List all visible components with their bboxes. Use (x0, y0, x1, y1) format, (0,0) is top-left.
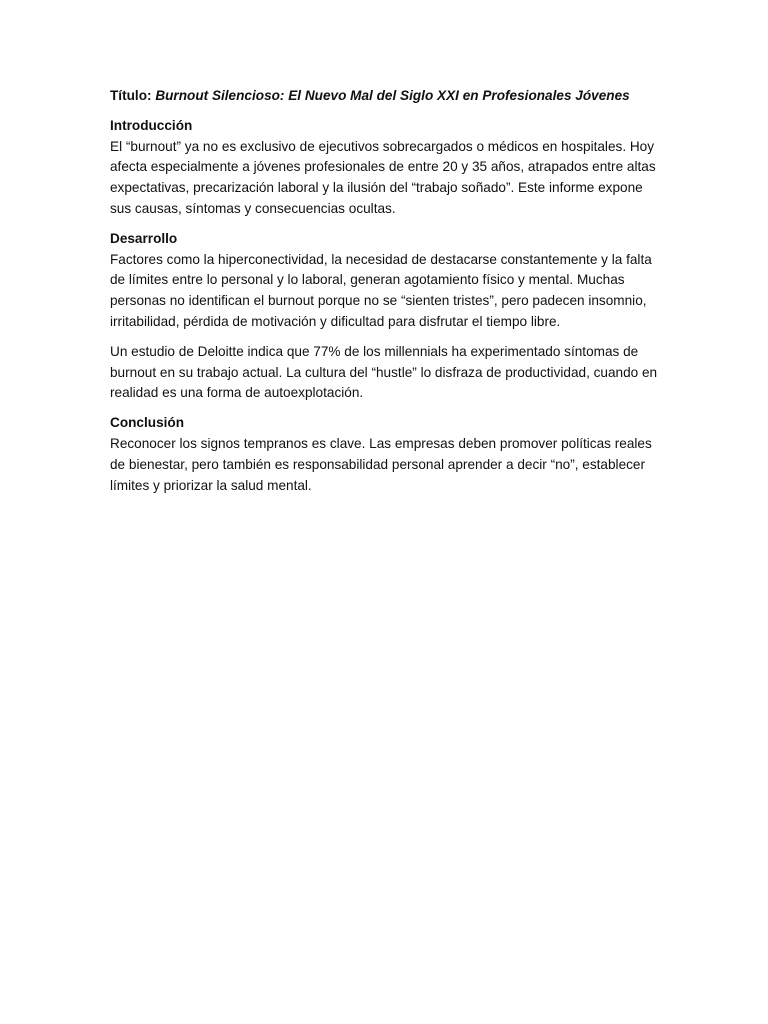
paragraph: El “burnout” ya no es exclusivo de ejecutivos sobrecargados o médicos en hospitales. Hoy afecta especialmente a jóvenes profesionales de entre 20 y 35 años, atrapados entre altas expectativas, precarización laboral y la ilusión del “trabajo soñado”. Este informe expone sus causas, síntomas y consecuencias ocultas. (110, 138, 656, 216)
paragraph: Reconocer los signos tempranos es clave. Las empresas deben promover políticas reales de bienestar, pero también es responsabilidad personal aprender a decir “no”, establecer límites y priorizar la salud mental. (110, 435, 652, 493)
section-desarrollo (110, 229, 662, 404)
document-page (110, 86, 662, 505)
section-introduccion (110, 116, 662, 220)
section-heading: Conclusión (110, 415, 185, 431)
section-conclusion (110, 413, 662, 496)
section-heading: Introducción (110, 117, 193, 133)
section-heading: Desarrollo (110, 230, 178, 246)
title-label: Título: (110, 88, 152, 103)
title-text: Burnout Silencioso: El Nuevo Mal del Siglo XXI en Profesionales Jóvenes (155, 88, 630, 103)
paragraph: Factores como la hiperconectividad, la necesidad de destacarse constantemente y la falta de límites entre lo personal y lo laboral, generan agotamiento físico y mental. Muchas personas no identifican el burnout porque no se “sienten tristes”, pero padecen insomnio, irritabilidad, pérdida de motivación y dificultad para disfrutar el tiempo libre. (110, 251, 652, 329)
paragraph: Un estudio de Deloitte indica que 77% de los millennials ha experimentado síntomas de burnout en su trabajo actual. La cultura del “hustle” lo disfraza de productividad, cuando en realidad es una forma de autoexplotación. (110, 343, 658, 401)
document-title (110, 86, 662, 107)
